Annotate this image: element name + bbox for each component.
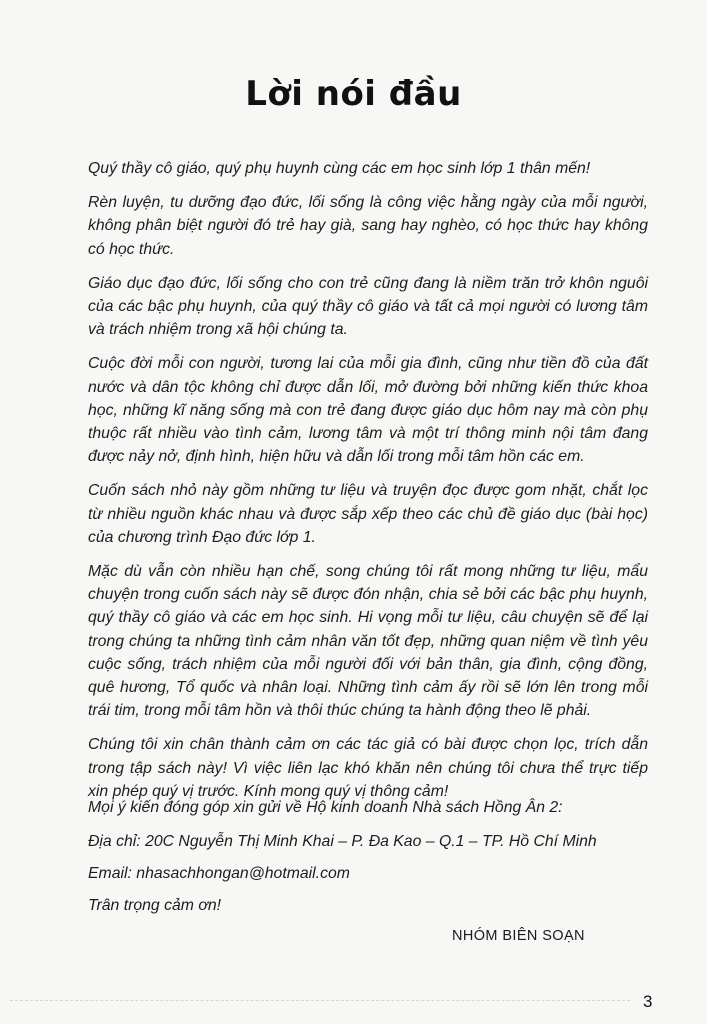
scan-artifact-line	[10, 1000, 630, 1001]
page-title: Lời nói đầu	[245, 74, 462, 114]
greeting-paragraph: Quý thầy cô giáo, quý phụ huynh cùng các em học sinh lớp 1 thân mến!	[88, 160, 591, 177]
author-signature: NHÓM BIÊN SOẠN	[452, 928, 585, 944]
contact-feedback: Mọi ý kiến đóng góp xin gửi về Hộ kinh doanh Nhà sách Hồng Ân 2:	[88, 799, 563, 816]
page-number: 3	[643, 992, 653, 1011]
paragraph-6: Chúng tôi xin chân thành cảm ơn các tác giả có bài được chọn lọc, trích dẫn trong tập sách này! Vì việc liên lạc khó khăn nên chúng tôi chưa thể trực tiếp xin phép quý vị trước. Kính mong quý vị thông cảm!	[88, 736, 648, 800]
paragraph-3: Cuộc đời mỗi con người, tương lai của mỗi gia đình, cũng như tiền đồ của đất nước và dân tộc không chỉ được dẫn lối, mở đường bởi những kiến thức khoa học, những kĩ năng sống mà con trẻ đang được giáo dục hôm nay mà còn phụ thuộc rất nhiều vào tình cảm, lương tâm và một trí thông minh nội tâm đang được nảy nở, định hình, hiện hữu và dẫn lối trong mỗi tâm hồn các em.	[88, 355, 648, 466]
paragraph-2: Giáo dục đạo đức, lối sống cho con trẻ cũng đang là niềm trăn trở khôn nguôi của các bậc phụ huynh, của quý thầy cô giáo và tất cả mọi người có lương tâm và trách nhiệm trong xã hội chúng ta.	[88, 274, 648, 339]
preface-body	[88, 157, 648, 814]
paragraph-5: Mặc dù vẫn còn nhiều hạn chế, song chúng tôi rất mong những tư liệu, mẩu chuyện trong cuốn sách này sẽ được đón nhận, chia sẻ bởi các bậc phụ huynh, quý thầy cô giáo và các em học sinh. Hi vọng mỗi tư liệu, câu chuyện sẽ để lại trong chúng ta những tình cảm nhân văn tốt đẹp, những quan niệm về tình yêu cuộc sống, trách nhiệm của mỗi người đối với bản thân, gia đình, cộng đồng, quê hương, Tổ quốc và nhân loại. Những tình cảm ấy rồi sẽ lớn lên trong mỗi trái tim, trong mỗi tâm hồn và thôi thúc chúng ta hành động theo lẽ phải.	[88, 563, 648, 720]
contact-email: Email: nhasachhongan@hotmail.com	[88, 865, 350, 882]
paragraph-1: Rèn luyện, tu dưỡng đạo đức, lối sống là công việc hằng ngày của mỗi người, không phân biệt người đó trẻ hay già, sang hay nghèo, có học thức hay không có học thức.	[88, 194, 648, 258]
thanks-line: Trân trọng cảm ơn!	[88, 897, 222, 914]
contact-address: Địa chỉ: 20C Nguyễn Thị Minh Khai – P. Đa Kao – Q.1 – TP. Hồ Chí Minh	[88, 833, 597, 850]
paragraph-4: Cuốn sách nhỏ này gồm những tư liệu và truyện đọc được gom nhặt, chắt lọc từ nhiều nguồn khác nhau và được sắp xếp theo các chủ đề giáo dục (bài học) của chương trình Đạo đức lớp 1.	[88, 482, 648, 546]
